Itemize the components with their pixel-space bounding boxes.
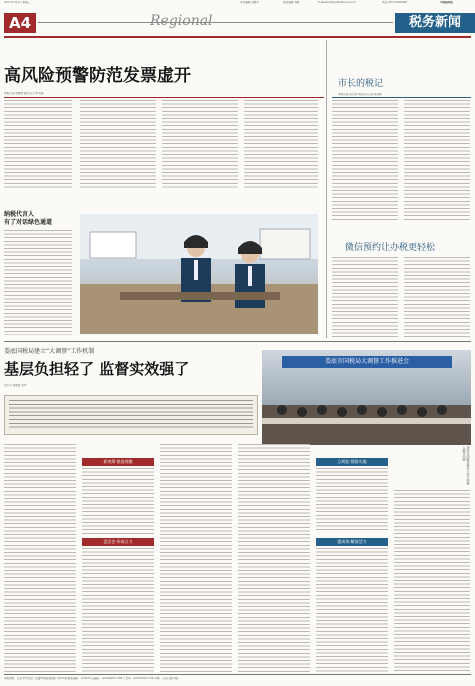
page-mid-divider xyxy=(4,341,471,342)
article1-byline: 本报记者 徐维维 通讯员 王琴 周康 xyxy=(4,92,44,95)
subhead-1: 抓统筹·推进规模 xyxy=(82,458,154,466)
masthead-editor: 本刊编辑 吴晓华 xyxy=(240,1,259,4)
article1-photo xyxy=(80,214,318,334)
subhead-4: 提成效·解放活力 xyxy=(316,538,388,546)
article1-column-1 xyxy=(4,100,72,188)
right-column-divider xyxy=(326,40,327,338)
article1-column-2 xyxy=(80,100,156,188)
article2-column-2b xyxy=(82,548,154,672)
article2-headline: 基层负担轻了 监督实效强了 xyxy=(4,360,190,378)
meeting-room-figure xyxy=(262,350,471,445)
footer-info: 本报地址：北京市丰台区广安路9号国投财富广场3号楼 邮政编码：100073 总编室：(010)63911700 广告部：(010)63911754 印刷：人民日报印刷厂 xyxy=(4,677,181,680)
photo-caption: 娄底市国税局税务干部为纳税人解答问题 xyxy=(462,446,470,485)
article1-subarticle-body xyxy=(4,230,72,335)
right-column-body-1 xyxy=(332,100,398,222)
right-article2-body-2 xyxy=(404,257,470,337)
section-chinese: 税务新闻 xyxy=(395,13,475,33)
article2-photo xyxy=(262,350,471,445)
right-column-rule xyxy=(332,97,471,98)
article2-byline: 李小平 刘丽君 田华 xyxy=(4,384,27,387)
top-rule xyxy=(4,36,471,38)
article2-column-5a xyxy=(316,468,388,532)
article1-subheadline: 纳税代言人 有了对话绿色通道 xyxy=(4,211,53,226)
footer-rule xyxy=(4,674,471,675)
article1-column-3 xyxy=(162,100,238,188)
masthead-phone: 电话 010-61930069 xyxy=(382,1,408,4)
article2-column-5b xyxy=(316,548,388,672)
right-column-body-2 xyxy=(404,100,470,222)
article1-column-4 xyxy=(244,100,318,188)
issue-date: 2017年7月5日 星期三 xyxy=(4,1,31,4)
article2-kicker: 娄底国税局建立“大调督”工作机制 xyxy=(4,348,95,355)
meeting-banner: 娄底市国税局大调督工作推进会 xyxy=(282,356,452,368)
page-number-badge: A4 xyxy=(4,13,36,33)
right-article2-body-1 xyxy=(332,257,398,337)
subhead-2: 盘活会·形成合力 xyxy=(82,538,154,546)
article2-column-1 xyxy=(4,444,76,672)
right-column-byline: 本报记者 何宇潇 本报见习记者 郭佳彬 xyxy=(338,93,382,96)
masthead-email: E-mail:tsrb@chinatax.gov.cn xyxy=(318,1,356,4)
section-english: Regional xyxy=(150,13,213,29)
paper-name: 中国税务报 xyxy=(440,1,453,4)
article1-headline: 高风险预警防范发票虚开 xyxy=(4,66,191,86)
article2-column-6 xyxy=(394,490,470,672)
article2-column-4 xyxy=(238,444,310,672)
article1-rule xyxy=(4,97,324,98)
subhead-3: 立规矩·强推实施 xyxy=(316,458,388,466)
article2-column-3 xyxy=(160,444,232,672)
tax-officers-figure xyxy=(80,214,318,334)
right-column-title: 市长的税记 xyxy=(338,79,384,89)
right-article2-headline: 微信预约让办税更轻松 xyxy=(345,243,436,253)
article2-lead-box xyxy=(4,395,258,435)
article2-column-2a xyxy=(82,468,154,536)
masthead-visual-editor: 视觉编辑 刘林 xyxy=(283,1,300,4)
